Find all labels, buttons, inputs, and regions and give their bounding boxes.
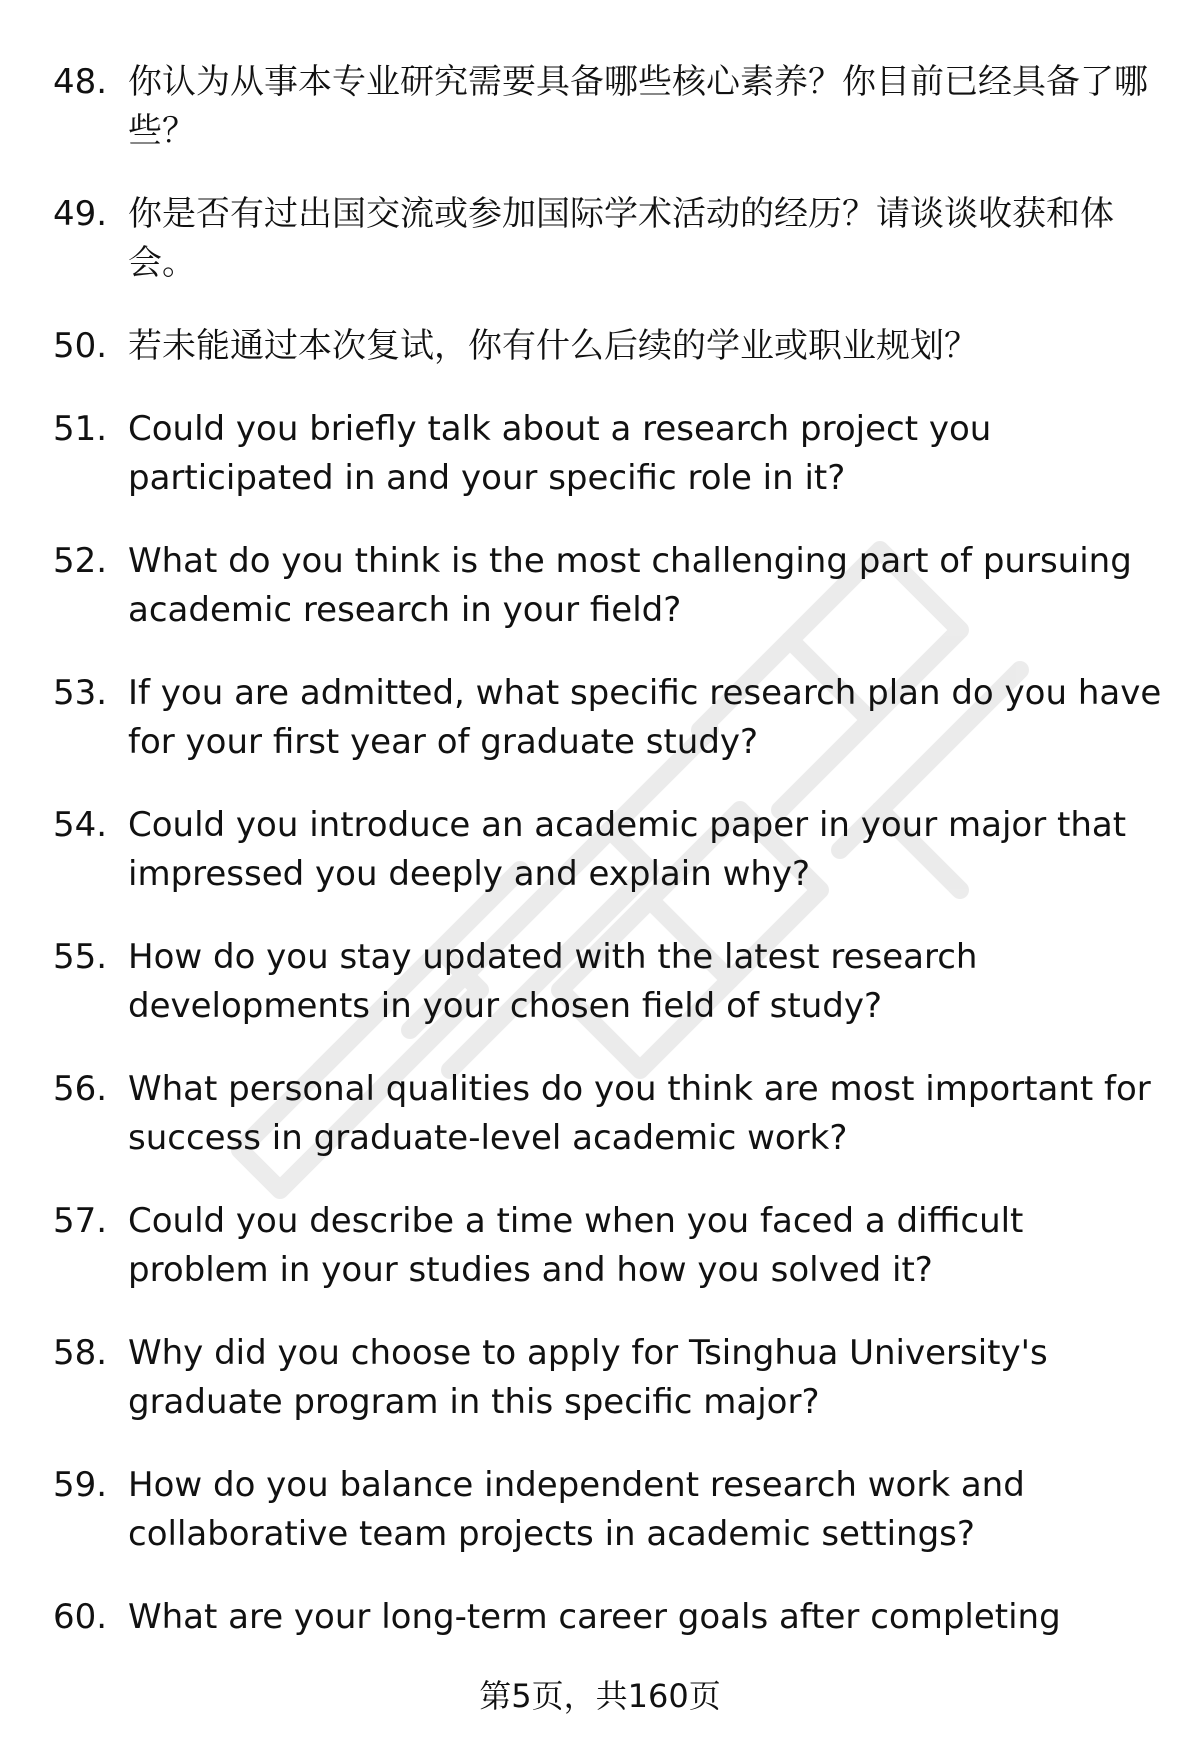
question-text: Why did you choose to apply for Tsinghua University's graduate program in this specific major? (128, 1333, 1048, 1422)
question-item-57 (53, 1197, 1163, 1295)
question-text: Could you describe a time when you faced a difficult problem in your studies and how you solved it? (128, 1201, 1024, 1290)
question-item-56 (53, 1065, 1163, 1163)
question-item-53 (53, 669, 1163, 767)
question-item-59 (53, 1461, 1163, 1559)
question-text: What personal qualities do you think are most important for success in graduate-level academic work? (128, 1069, 1151, 1158)
question-number: 55. (53, 937, 108, 977)
question-item-60 (53, 1593, 1163, 1642)
question-number: 60. (53, 1597, 108, 1637)
question-text: What are your long-term career goals after completing (128, 1597, 1061, 1637)
question-text: 你认为从事本专业研究需要具备哪些核心素养？你目前已经具备了哪些？ (128, 62, 1148, 151)
question-item-55 (53, 933, 1163, 1031)
question-text: How do you stay updated with the latest research developments in your chosen field of study? (128, 937, 978, 1026)
question-text: 你是否有过出国交流或参加国际学术活动的经历？请谈谈收获和体会。 (128, 194, 1114, 283)
question-text: What do you think is the most challenging part of pursuing academic research in your field? (128, 541, 1132, 630)
question-number: 52. (53, 541, 108, 581)
question-number: 56. (53, 1069, 108, 1109)
question-item-51 (53, 405, 1163, 503)
question-text: How do you balance independent research work and collaborative team projects in academic settings? (128, 1465, 1025, 1554)
question-text: Could you introduce an academic paper in your major that impressed you deeply and explain why? (128, 805, 1127, 894)
question-number: 58. (53, 1333, 108, 1373)
question-number: 53. (53, 673, 108, 713)
question-list (53, 58, 1163, 1676)
question-item-50 (53, 322, 1163, 371)
question-item-49 (53, 190, 1163, 288)
question-number: 57. (53, 1201, 108, 1241)
question-item-48 (53, 58, 1163, 156)
question-item-58 (53, 1329, 1163, 1427)
question-number: 50. (53, 326, 108, 366)
question-number: 49. (53, 194, 108, 234)
question-text: Could you briefly talk about a research project you participated in and your specific role in it? (128, 409, 992, 498)
question-text: If you are admitted, what specific research plan do you have for your first year of graduate study? (128, 673, 1162, 762)
question-item-54 (53, 801, 1163, 899)
question-number: 54. (53, 805, 108, 845)
question-number: 59. (53, 1465, 108, 1505)
page-footer: 第5页，共160页 (479, 1677, 721, 1715)
question-number: 51. (53, 409, 108, 449)
question-item-52 (53, 537, 1163, 635)
question-number: 48. (53, 62, 108, 102)
question-text: 若未能通过本次复试，你有什么后续的学业或职业规划？ (128, 326, 978, 366)
